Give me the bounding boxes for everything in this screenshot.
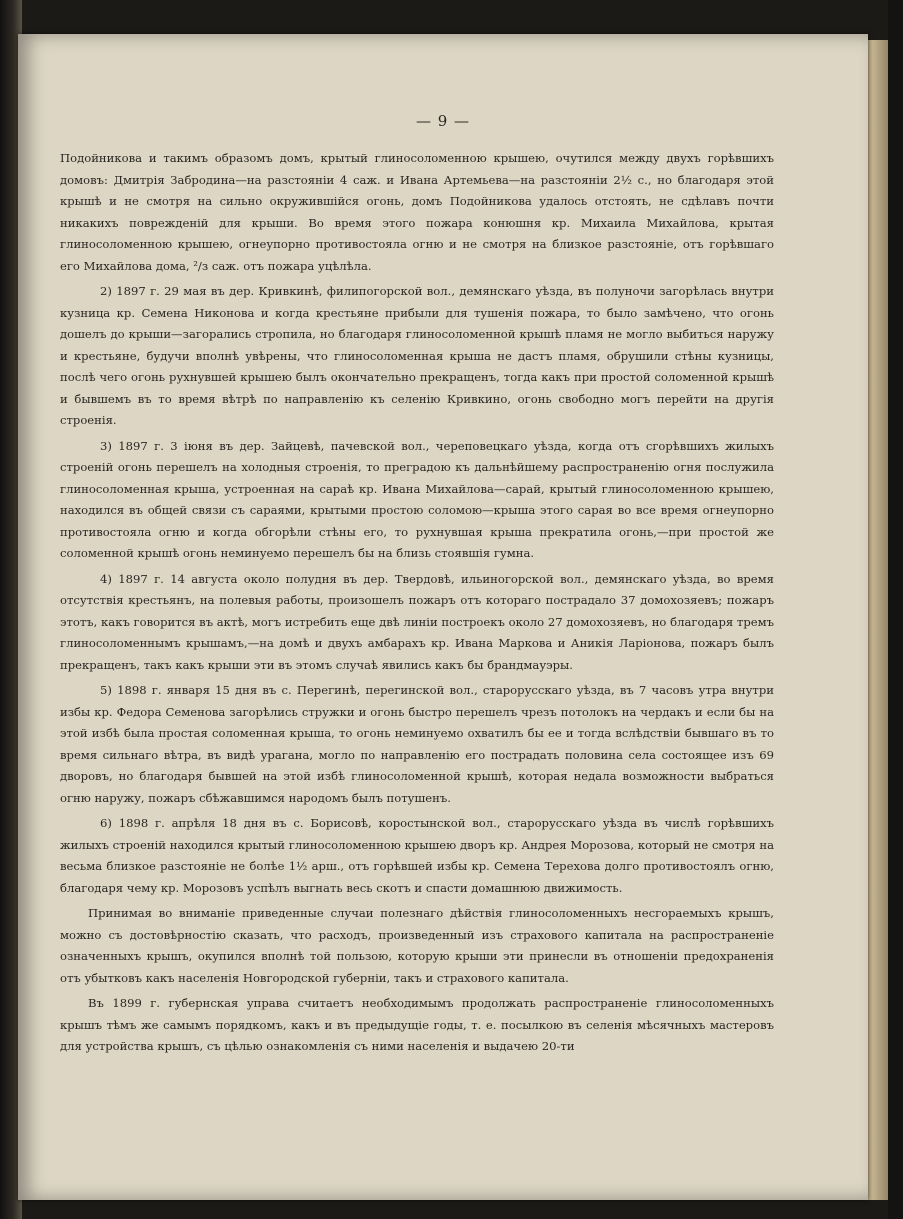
scan-background-edge xyxy=(888,0,903,1219)
paragraph-conclusion: Принимая во вниманіе приведенные случаи полезнаго дѣйствія глиносоломенныхъ несгораемыхъ крышъ, можно съ достовѣрностію сказать, что расходъ, произведенный изъ страхового капитала на распространеніе означенныхъ крышъ, окупился вполнѣ той пользою, которую крыши эти принесли въ отношеніи предохраненія отъ убытковъ какъ населенія Новгородской губерніи, такъ и страхового капитала. xyxy=(60,906,774,985)
paragraph-case-3: 3) 1897 г. 3 іюня въ дер. Зайцевѣ, пачевской вол., череповецкаго уѣзда, когда отъ сгорѣвшихъ жилыхъ строеній огонь перешелъ на холодныя строенія, то преградою къ дальнѣйшему распространенію огня послужила глиносоломенная крыша, устроенная на сараѣ кр. Ивана Михайлова—сарай, крытый глиносоломенною крышею, находился въ общей связи съ сараями, крытыми простою соломою—крыша этого сарая во все время огнеупорно противостояла огню и когда обгорѣли стѣны его, то рухнувшая крыша прекратила огонь,—при простой же соломенной крышѣ огонь неминуемо перешелъ бы на близь стоявшія гумна. xyxy=(60,438,774,560)
document-page xyxy=(18,34,868,1200)
paragraph-case-5: 5) 1898 г. января 15 дня въ с. Перегинѣ, перегинской вол., старорусскаго уѣзда, въ 7 часовъ утра внутри избы кр. Федора Семенова загорѣлись стружки и огонь быстро перешелъ чрезъ потолокъ на чердакъ и если бы на этой избѣ была простая соломенная крыша, то огонь неминуемо охватилъ бы ее и тогда вслѣдствіи бывшаго въ то время сильнаго вѣтра, въ видѣ урагана, могло по направленію его пострадать половина села состоящее изъ 69 дворовъ, но благодаря бывшей на этой избѣ глиносоломенной крышѣ, которая недала возможности выбраться огню наружу, пожаръ сбѣжавшимся народомъ былъ потушенъ. xyxy=(60,683,774,805)
page-number: — 9 — xyxy=(415,112,471,130)
paragraph-continued: Подойникова и такимъ образомъ домъ, крытый глиносоломенною крышею, очутился между двухъ горѣвшихъ домовъ: Дмитрія Забродина—на разстояніи 4 саж. и Ивана Артемьева—на разстояніи 2½ с., но благодаря этой крышѣ и не смотря на сильно окружившійся огонь, домъ Подойникова удалось отстоять, не сдѣлавъ почти никакихъ поврежденій для крыши. Во время этого пожара конюшня кр. Михаила Михайлова, крытая глиносоломенною крышею, огнеупорно противостояла огню и не смотря на близкое разстояніе, отъ горѣвшаго его Михайлова дома, ²/з саж. отъ пожара уцѣлѣла. xyxy=(60,151,774,273)
paragraph-case-4: 4) 1897 г. 14 августа около полудня въ дер. Твердовѣ, ильиногорской вол., демянскаго уѣзда, во время отсутствія крестьянъ, на полевыя работы, произошелъ пожаръ отъ котораго пострадало 37 домохозяевъ; пожаръ этотъ, какъ говорится въ актѣ, могъ истребить еще двѣ линіи построекъ около 27 домохозяевъ, но благодаря тремъ глиносоломеннымъ крышамъ,—на домѣ и двухъ амбарахъ кр. Ивана Маркова и Аникія Ларіонова, пожаръ былъ прекращенъ, такъ какъ крыши эти въ этомъ случаѣ явились какъ бы брандмауэры. xyxy=(60,571,774,672)
paragraph-case-6: 6) 1898 г. апрѣля 18 дня въ с. Борисовѣ, коростынской вол., старорусскаго уѣзда въ числѣ горѣвшихъ жилыхъ строеній находился крытый глиносоломенною крышею дворъ кр. Андрея Морозова, который не смотря на весьма близкое разстояніе не болѣе 1½ арш., отъ горѣвшей избы кр. Семена Терехова долго противостоялъ огню, благодаря чему кр. Морозовъ успѣлъ выгнать весь скотъ и спасти домашнюю движимость. xyxy=(60,816,774,895)
paragraph-plan-1899: Въ 1899 г. губернская управа считаетъ необходимымъ продолжать распространеніе глиносоломенныхъ крышъ тѣмъ же самымъ порядкомъ, какъ и въ предыдущіе годы, т. е. посылкою въ селенія мѣсячныхъ мастеровъ для устройства крышъ, съ цѣлью ознакомленія съ ними населенія и выдачею 20-ти xyxy=(60,996,774,1053)
body-text xyxy=(60,148,774,1062)
paragraph-case-2: 2) 1897 г. 29 мая въ дер. Кривкинѣ, филипогорской вол., демянскаго уѣзда, въ полуночи загорѣлась внутри кузница кр. Семена Никонова и когда крестьяне прибыли для тушенія пожара, то было замѣчено, что огонь дошелъ до крыши—загорались стропила, но благодаря глиносоломенной крышѣ пламя не могло выбиться наружу и крестьяне, будучи вполнѣ увѣрены, что глиносоломенная крыша не дастъ пламя, обрушили стѣны кузницы, послѣ чего огонь рухнувшей крышею былъ окончательно прекращенъ, тогда какъ при простой соломенной крышѣ и бывшемъ въ то время вѣтрѣ по направленію къ селенію Кривкино, огонь свободно могъ перейти на другія строенія. xyxy=(60,284,774,427)
